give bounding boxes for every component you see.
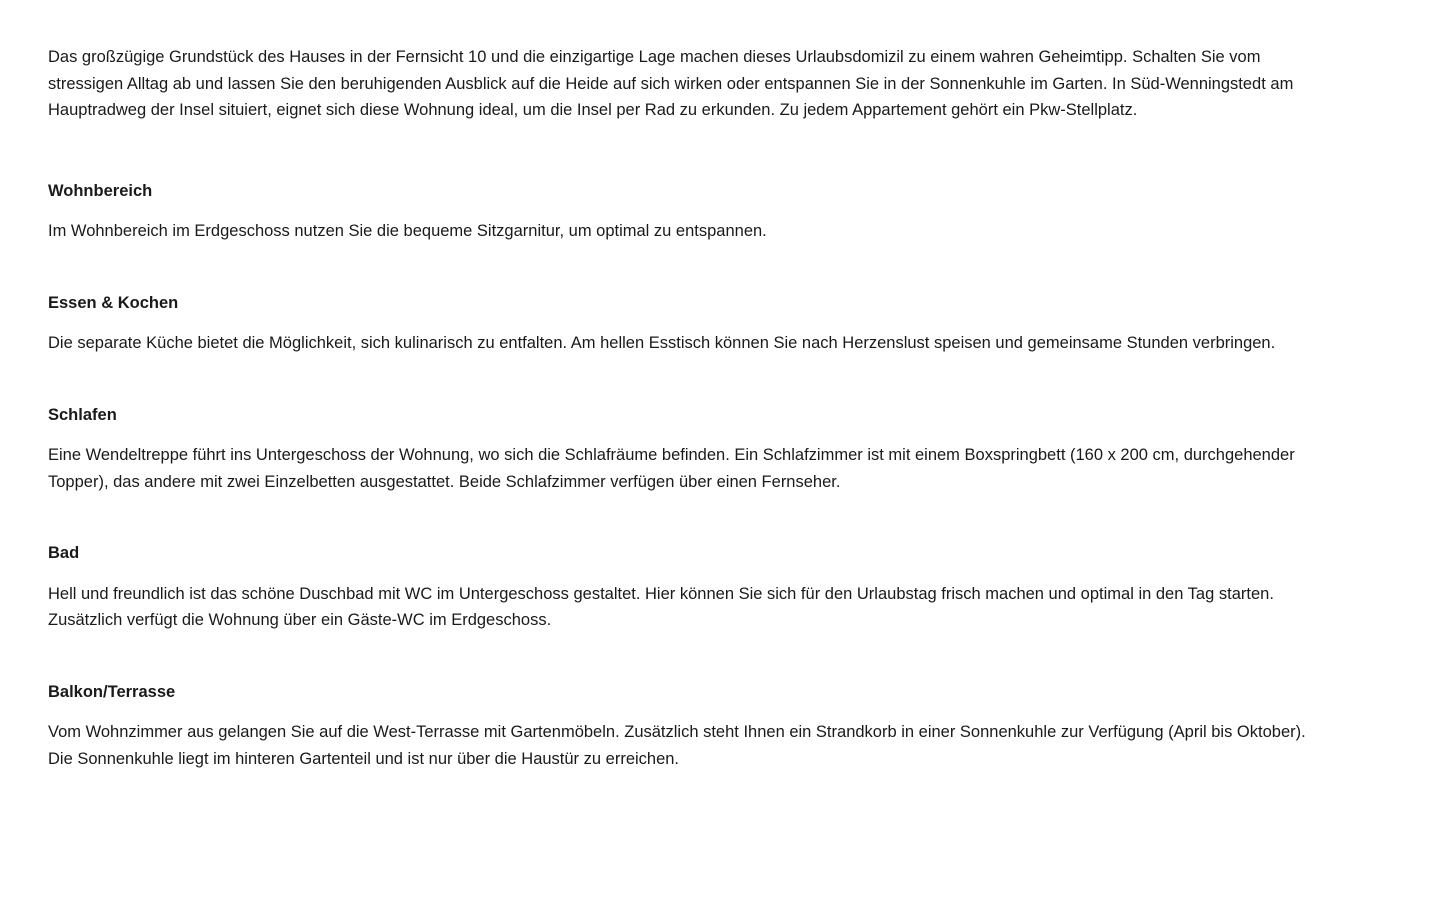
section-essen-kochen — [48, 290, 1320, 357]
section-title: Balkon/Terrasse — [48, 682, 176, 701]
section-text: Eine Wendeltreppe führt ins Untergeschoss der Wohnung, wo sich die Schlafräume befinden. Ein Schlafzimmer ist mit einem Boxspringbett (160 x 200 cm, durchgehender Topper), das andere mit zwei Einzelbetten ausgestattet. Beide Schlafzimmer verfügen über einen Fernseher. — [48, 446, 1295, 491]
section-text: Hell und freundlich ist das schöne Duschbad mit WC im Untergeschoss gestaltet. Hier können Sie sich für den Urlaubstag frisch machen und optimal in den Tag starten. Zusätzlich verfügt die Wohnung über ein Gäste-WC im Erdgeschoss. — [48, 584, 1274, 629]
section-schlafen — [48, 402, 1320, 496]
section-balkon-terrasse — [48, 679, 1320, 773]
section-text: Im Wohnbereich im Erdgeschoss nutzen Sie die bequeme Sitzgarnitur, um optimal zu entspannen. — [48, 222, 767, 240]
intro-paragraph: Das großzügige Grundstück des Hauses in der Fernsicht 10 und die einzigartige Lage machen dieses Urlaubsdomizil zu einem wahren Geheimtipp. Schalten Sie vom stressigen Alltag ab und lassen Sie den beruhigenden Ausblick auf die Heide auf sich wirken oder entspannen Sie in der Sonnenkuhle im Garten. In Süd-Wenningstedt am Hauptradweg der Insel situiert, eignet sich diese Wohnung ideal, um die Insel per Rad zu erkunden. Zu jedem Appartement gehört ein Pkw-Stellplatz. — [48, 48, 1294, 119]
section-text: Die separate Küche bietet die Möglichkeit, sich kulinarisch zu entfalten. Am hellen Esstisch können Sie nach Herzenslust speisen und gemeinsame Stunden verbringen. — [48, 334, 1276, 352]
section-title: Wohnbereich — [48, 181, 153, 200]
section-title: Bad — [48, 544, 80, 562]
section-title: Schlafen — [48, 405, 117, 424]
section-bad — [48, 540, 1320, 634]
section-title: Essen & Kochen — [48, 293, 179, 312]
section-text: Vom Wohnzimmer aus gelangen Sie auf die West-Terrasse mit Gartenmöbeln. Zusätzlich steht Ihnen ein Strandkorb in einer Sonnenkuhle zur Verfügung (April bis Oktober). Die Sonnenkuhle liegt im hinteren Gartenteil und ist nur über die Haustür zu erreichen. — [48, 723, 1306, 768]
section-wohnbereich — [48, 178, 1320, 245]
